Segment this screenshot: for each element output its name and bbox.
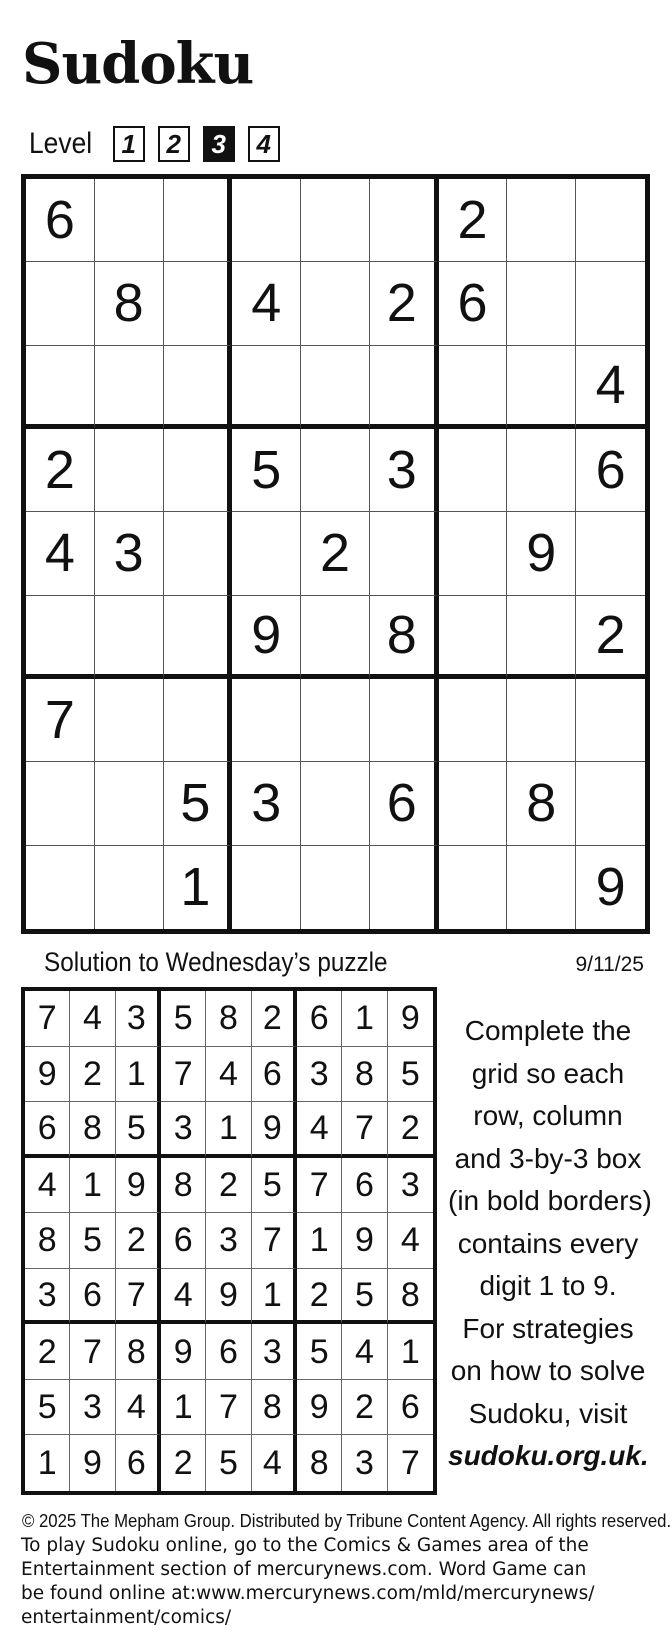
solution-cell: 9 — [388, 991, 433, 1047]
solution-cell: 3 — [388, 1158, 433, 1214]
solution-cell: 7 — [25, 991, 70, 1047]
solution-cell: 1 — [388, 1324, 433, 1380]
instructions — [448, 1010, 652, 1478]
instruction-line: on how to solve — [450, 1355, 646, 1386]
puzzle-cell: 9 — [232, 596, 301, 679]
solution-cell: 4 — [116, 1380, 161, 1436]
level-option-4[interactable]: 4 — [248, 126, 280, 162]
puzzle-cell — [301, 596, 370, 679]
solution-cell: 2 — [297, 1269, 342, 1325]
footer-line: be found online at:www.mercurynews.com/mld/mercurynews/ — [21, 1583, 595, 1604]
instruction-line: For strategies — [462, 1312, 634, 1344]
puzzle-cell — [507, 346, 576, 429]
puzzle-cell — [507, 262, 576, 345]
copyright-notice: © 2025 The Mepham Group. Distributed by Tribune Content Agency. All rights reserved. — [22, 1511, 672, 1531]
puzzle-cell — [507, 429, 576, 512]
solution-cell: 8 — [252, 1380, 297, 1436]
solution-cell: 7 — [116, 1269, 161, 1325]
solution-cell: 8 — [388, 1269, 433, 1325]
solution-cell: 2 — [342, 1380, 387, 1436]
puzzle-cell — [439, 429, 508, 512]
puzzle-cell: 5 — [232, 429, 301, 512]
solution-cell: 3 — [70, 1380, 115, 1436]
puzzle-cell — [439, 512, 508, 595]
solution-cell: 1 — [297, 1213, 342, 1269]
puzzle-cell — [164, 262, 233, 345]
puzzle-cell — [301, 679, 370, 762]
solution-cell: 4 — [297, 1102, 342, 1158]
puzzle-cell — [301, 762, 370, 845]
solution-cell: 1 — [161, 1380, 206, 1436]
puzzle-cell — [26, 346, 95, 429]
puzzle-cell — [439, 596, 508, 679]
solution-cell: 6 — [206, 1324, 251, 1380]
puzzle-cell: 8 — [507, 762, 576, 845]
puzzle-cell — [439, 762, 508, 845]
solution-cell: 5 — [297, 1324, 342, 1380]
puzzle-cell — [232, 346, 301, 429]
puzzle-cell — [301, 179, 370, 262]
solution-cell: 3 — [161, 1102, 206, 1158]
solution-cell: 8 — [161, 1158, 206, 1214]
solution-cell: 4 — [252, 1435, 297, 1491]
solution-cell: 7 — [70, 1324, 115, 1380]
instruction-line: and 3-by-3 box — [454, 1142, 642, 1174]
page-title: Sudoku — [22, 31, 254, 97]
puzzle-cell — [164, 179, 233, 262]
solution-cell: 6 — [252, 1047, 297, 1103]
puzzle-cell: 4 — [26, 512, 95, 595]
solution-cell: 9 — [25, 1047, 70, 1103]
solution-cell: 2 — [25, 1324, 70, 1380]
level-label: Level — [29, 127, 93, 160]
puzzle-cell — [95, 846, 164, 929]
puzzle-cell — [95, 596, 164, 679]
solution-cell: 6 — [161, 1213, 206, 1269]
puzzle-cell — [95, 679, 164, 762]
puzzle-cell: 2 — [26, 429, 95, 512]
solution-cell: 7 — [161, 1047, 206, 1103]
solution-cell: 1 — [70, 1158, 115, 1214]
puzzle-cell — [26, 262, 95, 345]
puzzle-cell — [370, 846, 439, 929]
puzzle-cell — [26, 596, 95, 679]
sudoku-puzzle-grid — [21, 174, 650, 934]
solution-cell: 8 — [116, 1324, 161, 1380]
solution-cell: 3 — [206, 1213, 251, 1269]
puzzle-cell — [507, 596, 576, 679]
solution-cell: 7 — [342, 1102, 387, 1158]
solution-cell: 9 — [342, 1213, 387, 1269]
sudoku-site-link[interactable]: sudoku.org.uk. — [448, 1440, 649, 1471]
solution-cell: 8 — [70, 1102, 115, 1158]
puzzle-cell — [301, 846, 370, 929]
puzzle-cell — [301, 346, 370, 429]
puzzle-cell: 6 — [370, 762, 439, 845]
solution-cell: 9 — [252, 1102, 297, 1158]
puzzle-cell: 2 — [439, 179, 508, 262]
solution-grid — [21, 987, 437, 1495]
puzzle-cell — [370, 679, 439, 762]
puzzle-cell: 3 — [232, 762, 301, 845]
puzzle-cell — [232, 846, 301, 929]
puzzle-cell — [507, 846, 576, 929]
solution-cell: 8 — [297, 1435, 342, 1491]
solution-cell: 2 — [206, 1158, 251, 1214]
puzzle-cell: 6 — [439, 262, 508, 345]
footer-note — [21, 1534, 661, 1630]
solution-cell: 4 — [70, 991, 115, 1047]
solution-cell: 6 — [342, 1158, 387, 1214]
puzzle-cell: 4 — [232, 262, 301, 345]
puzzle-cell — [370, 512, 439, 595]
solution-cell: 6 — [388, 1380, 433, 1436]
footer-line: To play Sudoku online, go to the Comics & Games area of the — [21, 1535, 589, 1556]
puzzle-cell — [439, 846, 508, 929]
puzzle-cell: 3 — [95, 512, 164, 595]
puzzle-cell — [232, 679, 301, 762]
instruction-line: row, column — [473, 1100, 623, 1131]
solution-cell: 1 — [342, 991, 387, 1047]
solution-cell: 1 — [206, 1102, 251, 1158]
solution-cell: 4 — [206, 1047, 251, 1103]
solution-cell: 4 — [342, 1324, 387, 1380]
solution-cell: 8 — [342, 1047, 387, 1103]
puzzle-cell — [26, 762, 95, 845]
solution-cell: 4 — [161, 1269, 206, 1325]
solution-cell: 9 — [116, 1158, 161, 1214]
solution-cell: 2 — [161, 1435, 206, 1491]
solution-cell: 5 — [70, 1213, 115, 1269]
puzzle-cell — [370, 179, 439, 262]
puzzle-cell — [301, 429, 370, 512]
footer-line: Entertainment section of mercurynews.com. Word Game can — [21, 1559, 587, 1580]
puzzle-cell — [26, 846, 95, 929]
instruction-line: Complete the — [464, 1015, 632, 1046]
puzzle-cell — [576, 512, 645, 595]
solution-cell: 1 — [25, 1435, 70, 1491]
solution-cell: 3 — [116, 991, 161, 1047]
level-option-3[interactable]: 3 — [203, 126, 235, 162]
puzzle-cell — [232, 512, 301, 595]
solution-cell: 2 — [388, 1102, 433, 1158]
solution-cell: 9 — [70, 1435, 115, 1491]
solution-cell: 7 — [206, 1380, 251, 1436]
puzzle-cell — [576, 262, 645, 345]
solution-cell: 6 — [297, 991, 342, 1047]
solution-cell: 5 — [25, 1380, 70, 1436]
level-option-2[interactable]: 2 — [158, 126, 190, 162]
instruction-line: (in bold borders) — [448, 1185, 652, 1216]
solution-cell: 1 — [116, 1047, 161, 1103]
solution-cell: 3 — [297, 1047, 342, 1103]
solution-cell: 5 — [161, 991, 206, 1047]
solution-cell: 8 — [206, 991, 251, 1047]
puzzle-cell — [164, 679, 233, 762]
puzzle-cell: 6 — [576, 429, 645, 512]
puzzle-cell: 7 — [26, 679, 95, 762]
solution-cell: 9 — [161, 1324, 206, 1380]
puzzle-cell — [507, 179, 576, 262]
puzzle-cell — [370, 346, 439, 429]
puzzle-cell — [95, 179, 164, 262]
puzzle-cell: 3 — [370, 429, 439, 512]
puzzle-date: 9/11/25 — [575, 953, 644, 976]
solution-cell: 9 — [206, 1269, 251, 1325]
puzzle-cell: 6 — [26, 179, 95, 262]
solution-cell: 8 — [25, 1213, 70, 1269]
solution-cell: 4 — [388, 1213, 433, 1269]
puzzle-cell: 9 — [595, 857, 626, 918]
solution-cell: 3 — [252, 1324, 297, 1380]
level-option-1[interactable]: 1 — [113, 126, 145, 162]
puzzle-cell — [232, 179, 301, 262]
puzzle-cell — [164, 346, 233, 429]
instruction-line: Sudoku, visit — [468, 1397, 628, 1429]
solution-cell: 1 — [252, 1269, 297, 1325]
puzzle-cell — [95, 762, 164, 845]
puzzle-cell — [576, 679, 645, 762]
solution-cell: 6 — [25, 1102, 70, 1158]
solution-cell: 7 — [252, 1213, 297, 1269]
instruction-line: grid so each — [471, 1057, 625, 1089]
puzzle-cell — [301, 262, 370, 345]
footer-line: entertainment/comics/ — [21, 1607, 232, 1628]
instruction-line: contains every — [457, 1227, 639, 1259]
puzzle-cell: 8 — [95, 262, 164, 345]
instruction-line: digit 1 to 9. — [479, 1270, 617, 1301]
puzzle-cell: 8 — [370, 596, 439, 679]
solution-cell: 7 — [297, 1158, 342, 1214]
solution-cell: 5 — [388, 1047, 433, 1103]
puzzle-cell — [164, 596, 233, 679]
puzzle-cell: 2 — [576, 596, 645, 679]
solution-cell: 2 — [70, 1047, 115, 1103]
puzzle-cell: 2 — [370, 262, 439, 345]
solution-cell: 5 — [342, 1269, 387, 1325]
solution-cell: 6 — [70, 1269, 115, 1325]
puzzle-cell: 9 — [507, 512, 576, 595]
solution-cell: 5 — [206, 1435, 251, 1491]
solution-cell: 7 — [400, 1444, 420, 1483]
solution-cell: 4 — [25, 1158, 70, 1214]
solution-cell: 5 — [116, 1102, 161, 1158]
puzzle-cell — [507, 679, 576, 762]
puzzle-cell — [576, 762, 645, 845]
puzzle-cell — [164, 429, 233, 512]
puzzle-cell: 5 — [164, 762, 233, 845]
solution-cell: 3 — [342, 1435, 387, 1491]
puzzle-cell: 4 — [576, 346, 645, 429]
puzzle-cell — [439, 679, 508, 762]
puzzle-cell — [95, 346, 164, 429]
solution-caption: Solution to Wednesday’s puzzle — [44, 947, 388, 977]
solution-cell: 9 — [297, 1380, 342, 1436]
level-selector — [29, 124, 293, 164]
solution-cell: 6 — [116, 1435, 161, 1491]
puzzle-cell — [164, 512, 233, 595]
puzzle-cell — [439, 346, 508, 429]
puzzle-cell — [95, 429, 164, 512]
solution-cell: 3 — [25, 1269, 70, 1325]
solution-cell: 5 — [252, 1158, 297, 1214]
puzzle-cell: 2 — [301, 512, 370, 595]
puzzle-cell — [576, 179, 645, 262]
solution-cell: 2 — [252, 991, 297, 1047]
puzzle-cell: 1 — [164, 846, 233, 929]
solution-cell: 2 — [116, 1213, 161, 1269]
